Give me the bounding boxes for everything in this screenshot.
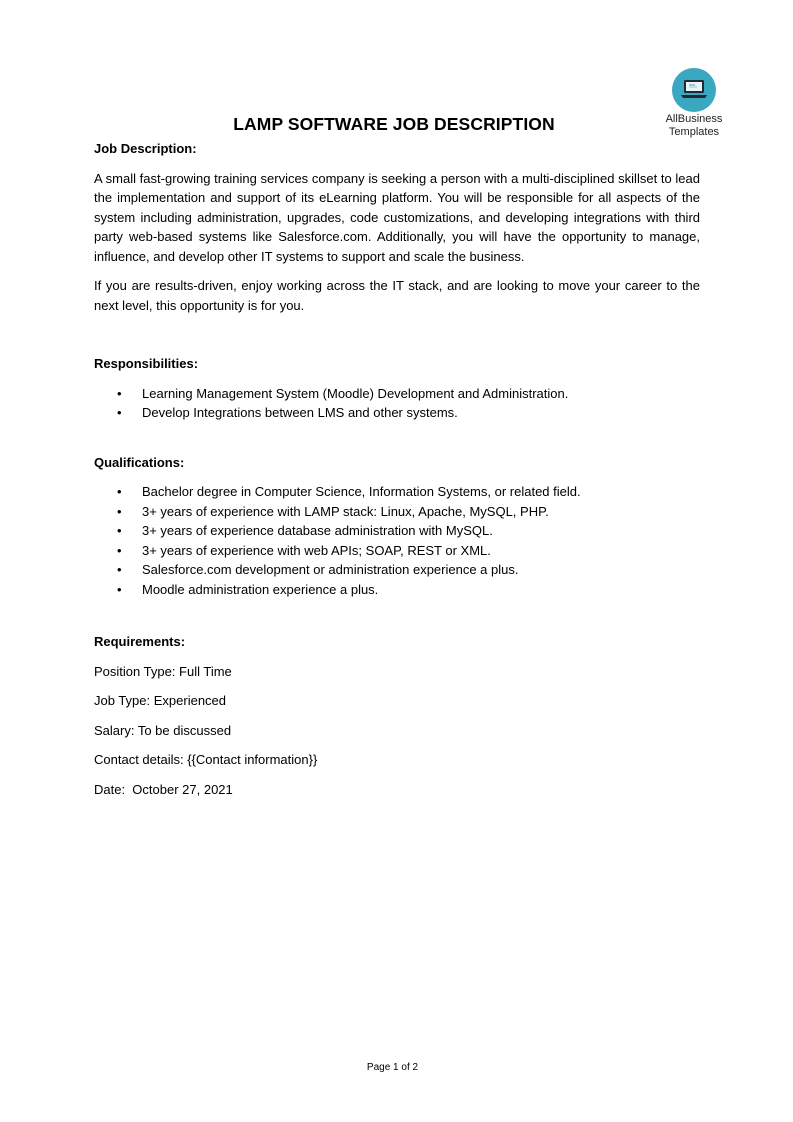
position-type: Position Type: Full Time: [94, 663, 232, 679]
qualifications-heading: Qualifications:: [94, 454, 185, 470]
document-body: [94, 139, 700, 799]
laptop-icon: [672, 68, 716, 112]
list-item: • 3+ years of experience with web APIs; SOAP, REST or XML.: [94, 541, 700, 561]
job-description-heading: Job Description:: [94, 141, 197, 156]
page-title: LAMP SOFTWARE JOB DESCRIPTION: [233, 114, 555, 134]
job-type: Job Type: Experienced: [94, 693, 227, 708]
page-number: Page 1 of 2: [366, 1062, 419, 1073]
responsibilities-heading: Responsibilities:: [94, 356, 199, 371]
list-item: • Moodle administration experience a plus.: [94, 580, 700, 600]
list-item: • Develop Integrations between LMS and other systems.: [94, 403, 700, 423]
list-item: • Bachelor degree in Computer Science, Information Systems, or related field.: [94, 482, 700, 502]
list-item: • Salesforce.com development or administration experience a plus.: [94, 560, 700, 580]
requirements-heading: Requirements:: [94, 634, 186, 649]
job-description-paragraph-2: If you are results-driven, enjoy working across the IT stack, and are looking to move your career to the next level, this opportunity is for you.: [94, 278, 700, 313]
list-item: • 3+ years of experience with LAMP stack: Linux, Apache, MySQL, PHP.: [94, 502, 700, 522]
logo-text-line1: AllBusiness: [665, 113, 723, 125]
job-description-paragraph-1: A small fast-growing training services company is seeking a person with a multi-disciplined skillset to lead the implementation and support of its eLearning platform. You will be responsible for all aspects of the system including administration, upgrades, code customizations, and developing integrations with third party web-based systems like Salesforce.com. Additionally, you will have the opportunity to manage, influence, and develop other IT systems to support and scale the business.: [94, 170, 700, 264]
date: Date: October 27, 2021: [94, 781, 233, 797]
list-item: • 3+ years of experience database administration with MySQL.: [94, 521, 700, 541]
list-item: • Learning Management System (Moodle) Development and Administration.: [94, 384, 700, 404]
contact-details: Contact details: {{Contact information}}: [94, 752, 318, 767]
responsibilities-list: [94, 384, 700, 423]
qualifications-list: [94, 482, 700, 599]
salary: Salary: To be discussed: [94, 722, 232, 738]
logo-text-line2: Templates: [668, 126, 720, 138]
